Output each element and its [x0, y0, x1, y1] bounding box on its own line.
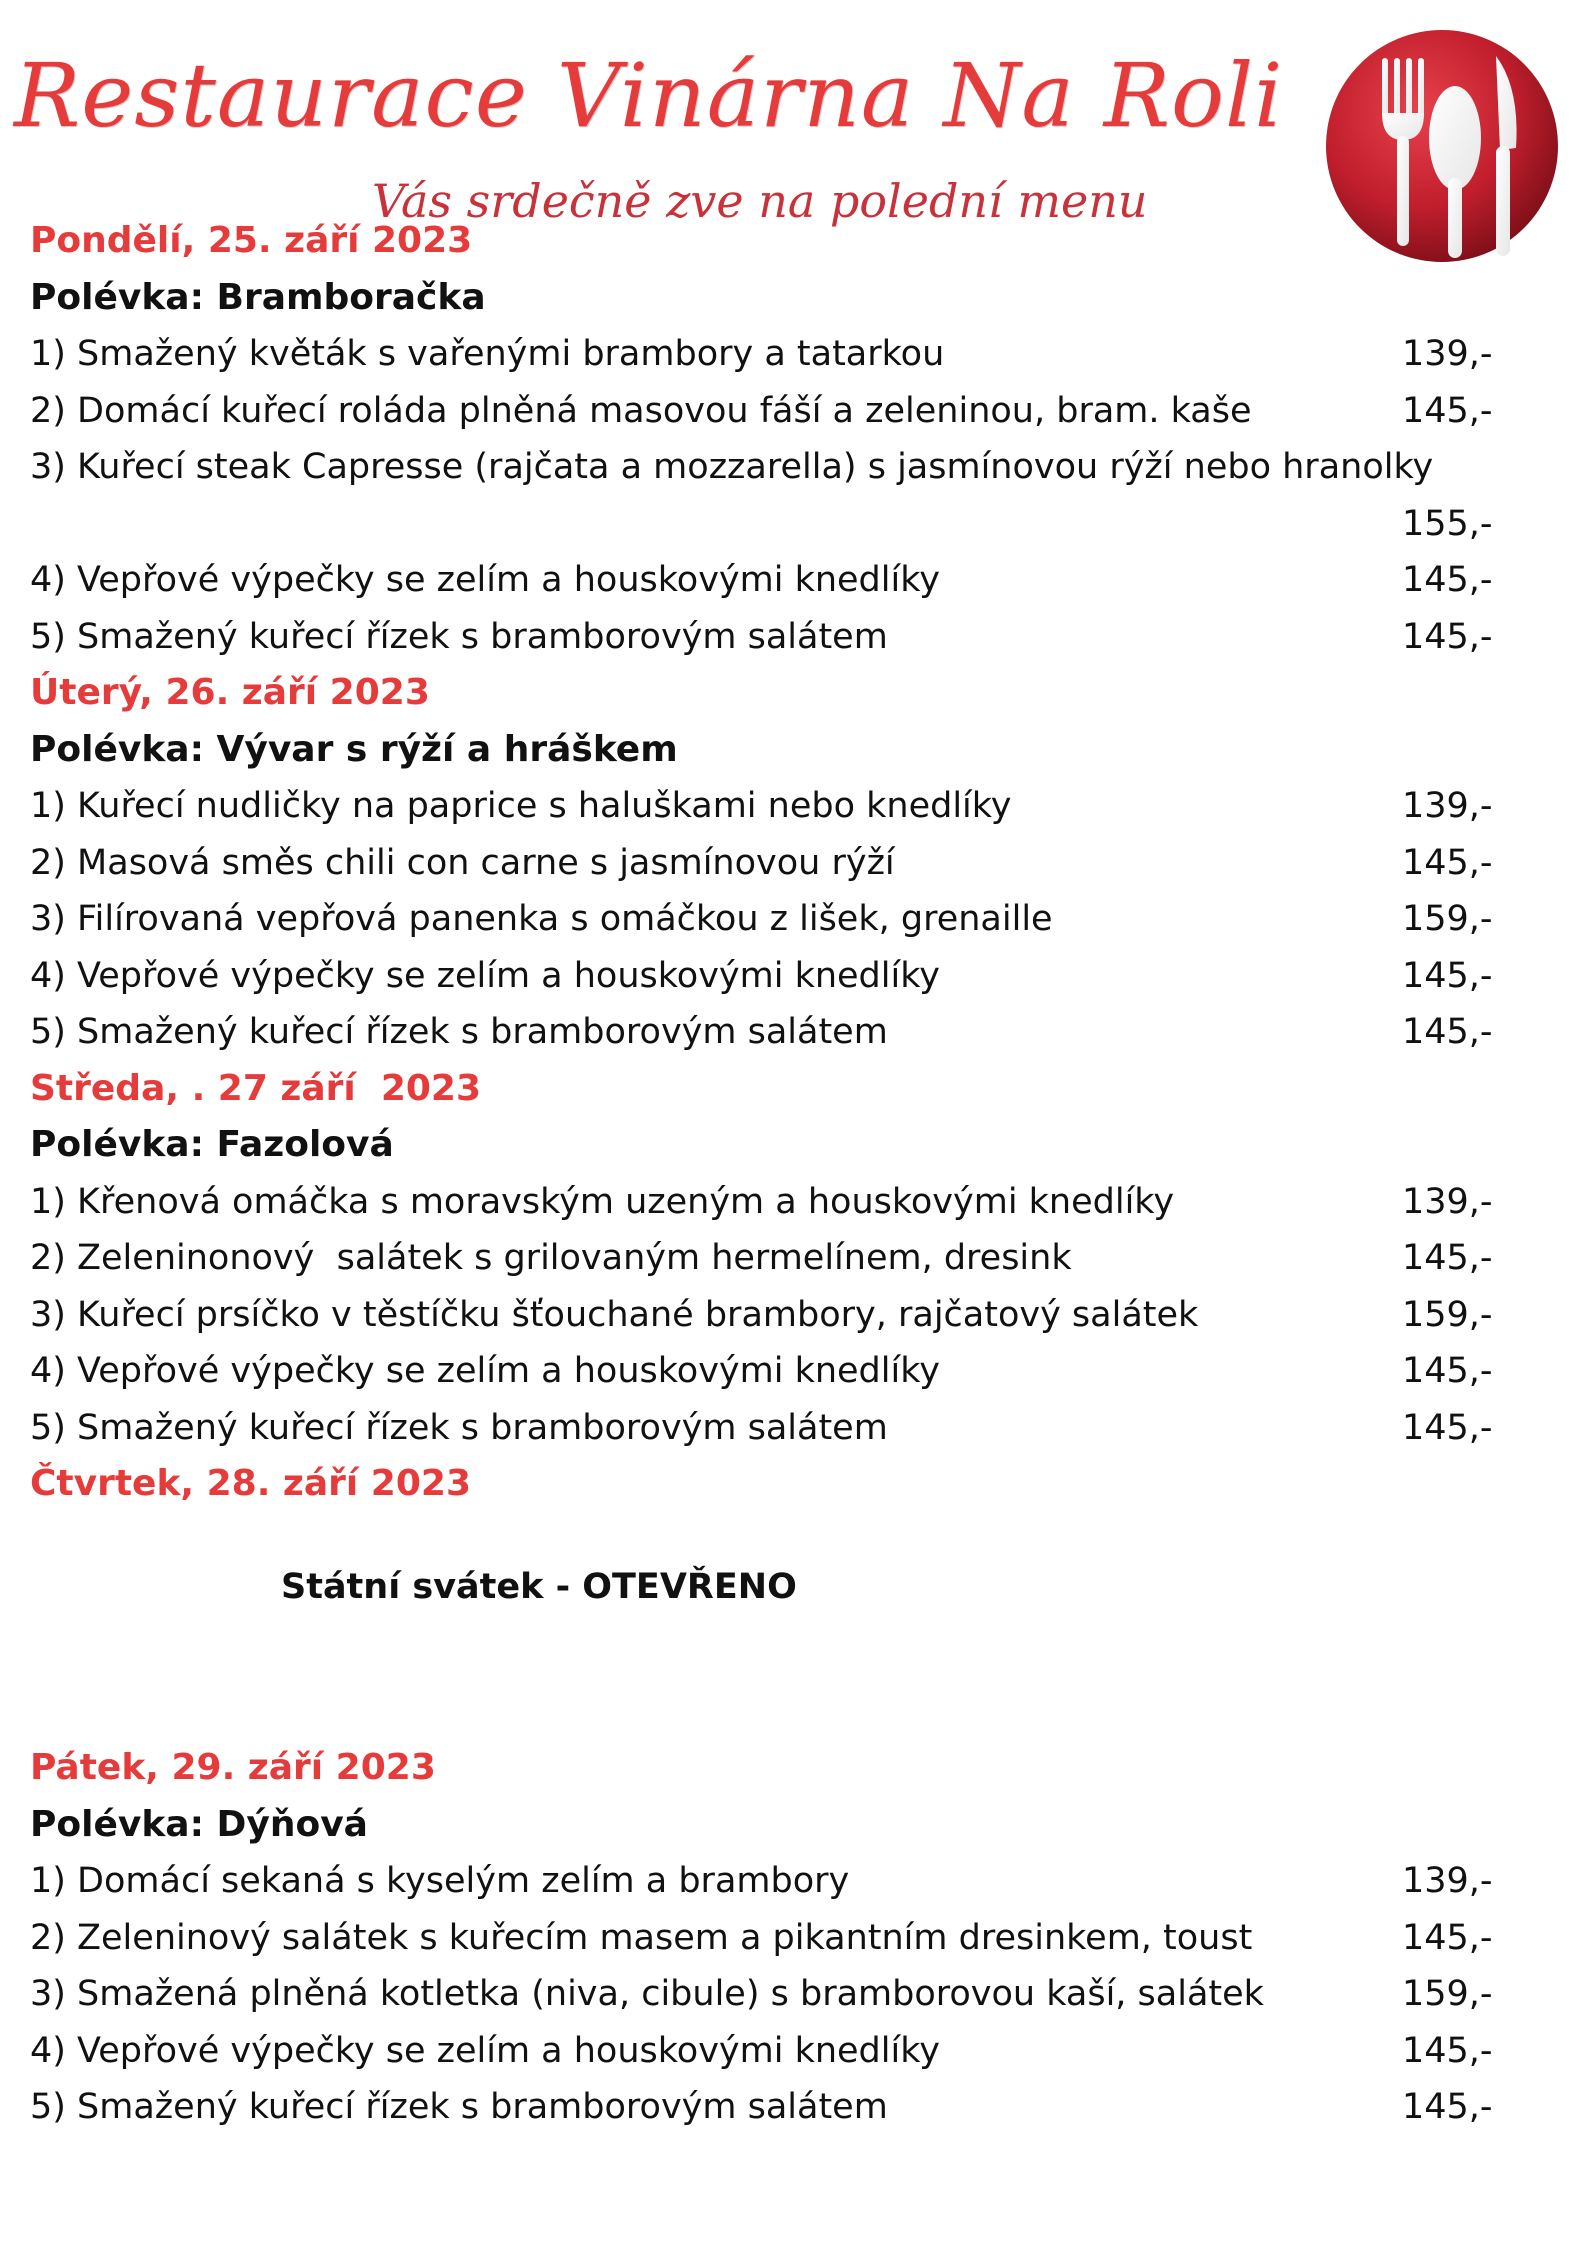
day-heading-wednesday: Středa, . 27 září 2023	[30, 1067, 482, 1109]
dish-name: 2) Zeleninonový salátek s grilovaným hermelínem, dresink	[30, 1238, 1072, 1278]
dish-price: 145,-	[1402, 2030, 1493, 2071]
dish-name: 4) Vepřové výpečky se zelím a houskovými knedlíky	[30, 1351, 940, 1391]
holiday-notice: Státní svátek - OTEVŘENO	[281, 1567, 797, 1607]
dish-row	[30, 1230, 1560, 1287]
dish-row	[30, 2023, 1560, 2080]
dish-name: 2) Masová směs chili con carne s jasmínovou rýží	[30, 842, 895, 883]
day-heading-tuesday: Úterý, 26. září 2023	[30, 672, 430, 713]
dish-price: 145,-	[1402, 955, 1493, 996]
day-heading-monday: Pondělí, 25. září 2023	[30, 220, 473, 261]
dish-name: 1) Smažený květák s vařenými brambory a tatarkou	[30, 334, 945, 374]
dish-row	[30, 948, 1560, 1005]
dish-price: 155,-	[1402, 503, 1493, 544]
dish-name: 3) Smažená plněná kotletka (niva, cibule) s bramborovou kaší, salátek	[30, 1974, 1264, 2014]
dish-row	[30, 835, 1560, 892]
dish-price: 139,-	[1402, 1181, 1493, 1222]
dish-name: 3) Filírovaná vepřová panenka s omáčkou z lišek, grenaille	[30, 899, 1053, 939]
dish-row	[30, 778, 1560, 835]
dish-name: 2) Domácí kuřecí roláda plněná masovou fáší a zeleninou, bram. kaše	[30, 390, 1252, 431]
dish-row	[30, 439, 1560, 496]
dish-name: 5) Smažený kuřecí řízek s bramborovým salátem	[30, 1407, 888, 1448]
dish-row	[30, 1853, 1560, 1910]
dish-price: 145,-	[1402, 842, 1493, 883]
dish-row	[30, 1910, 1560, 1967]
dish-name: 5) Smažený kuřecí řízek s bramborovým salátem	[30, 616, 888, 657]
dish-row	[30, 1174, 1560, 1231]
soup-tuesday: Polévka: Vývar s rýží a hráškem	[30, 728, 678, 770]
dish-row	[30, 1343, 1560, 1400]
dish-name: 1) Křenová omáčka s moravským uzeným a houskovými knedlíky	[30, 1181, 1175, 1222]
soup-friday: Polévka: Dýňová	[30, 1803, 368, 1845]
dish-name: 2) Zeleninový salátek s kuřecím masem a pikantním dresinkem, toust	[30, 1917, 1253, 1958]
restaurant-subtitle: Vás srdečně zve na polední menu	[372, 174, 1148, 228]
menu-list	[30, 213, 1560, 1513]
dish-price: 159,-	[1402, 1974, 1493, 2014]
day-heading-thursday: Čtvrtek, 28. září 2023	[30, 1463, 471, 1504]
dish-name: 5) Smažený kuřecí řízek s bramborovým salátem	[30, 1012, 888, 1052]
dish-name: 3) Kuřecí prsíčko v těstíčku šťouchané brambory, rajčatový salátek	[30, 1294, 1199, 1335]
soup-monday: Polévka: Bramboračka	[30, 276, 486, 318]
dish-name: 3) Kuřecí steak Capresse (rajčata a mozzarella) s jasmínovou rýží nebo hranolky	[30, 447, 1434, 487]
dish-price: 145,-	[1402, 616, 1493, 657]
dish-row	[30, 383, 1560, 440]
dish-price: 145,-	[1402, 1012, 1493, 1052]
dish-price: 145,-	[1402, 1351, 1493, 1391]
dish-price: 139,-	[1402, 334, 1493, 374]
dish-price: 145,-	[1402, 2087, 1493, 2127]
dish-name: 5) Smažený kuřecí řízek s bramborovým salátem	[30, 2087, 888, 2127]
dish-name: 4) Vepřové výpečky se zelím a houskovými knedlíky	[30, 2030, 940, 2071]
dish-name: 1) Kuřecí nudličky na paprice s haluškami nebo knedlíky	[30, 786, 1012, 826]
dish-price: 145,-	[1402, 1238, 1493, 1278]
dish-name: 1) Domácí sekaná s kyselým zelím a brambory	[30, 1861, 850, 1901]
dish-price: 145,-	[1402, 1407, 1493, 1448]
dish-row	[30, 891, 1560, 948]
dish-row-price-continuation	[30, 496, 1560, 553]
dish-price: 145,-	[1402, 560, 1493, 600]
dish-name: 4) Vepřové výpečky se zelím a houskovými knedlíky	[30, 560, 940, 600]
dish-name: 4) Vepřové výpečky se zelím a houskovými knedlíky	[30, 955, 940, 996]
dish-row	[30, 1004, 1560, 1061]
dish-row	[30, 1966, 1560, 2023]
dish-price: 145,-	[1402, 1917, 1493, 1958]
dish-row	[30, 326, 1560, 383]
dish-row	[30, 609, 1560, 666]
dish-row	[30, 1287, 1560, 1344]
dish-price: 139,-	[1402, 786, 1493, 826]
dish-price: 139,-	[1402, 1861, 1493, 1901]
menu-list-friday	[30, 1740, 1560, 2136]
dish-row	[30, 552, 1560, 609]
dish-row	[30, 1400, 1560, 1457]
dish-price: 159,-	[1402, 1294, 1493, 1335]
day-heading-friday: Pátek, 29. září 2023	[30, 1747, 436, 1788]
dish-price: 145,-	[1402, 390, 1493, 431]
restaurant-title: Restaurace Vinárna Na Roli	[14, 44, 1284, 147]
dish-price: 159,-	[1402, 899, 1493, 939]
dish-row	[30, 2079, 1560, 2136]
soup-wednesday: Polévka: Fazolová	[30, 1124, 394, 1165]
